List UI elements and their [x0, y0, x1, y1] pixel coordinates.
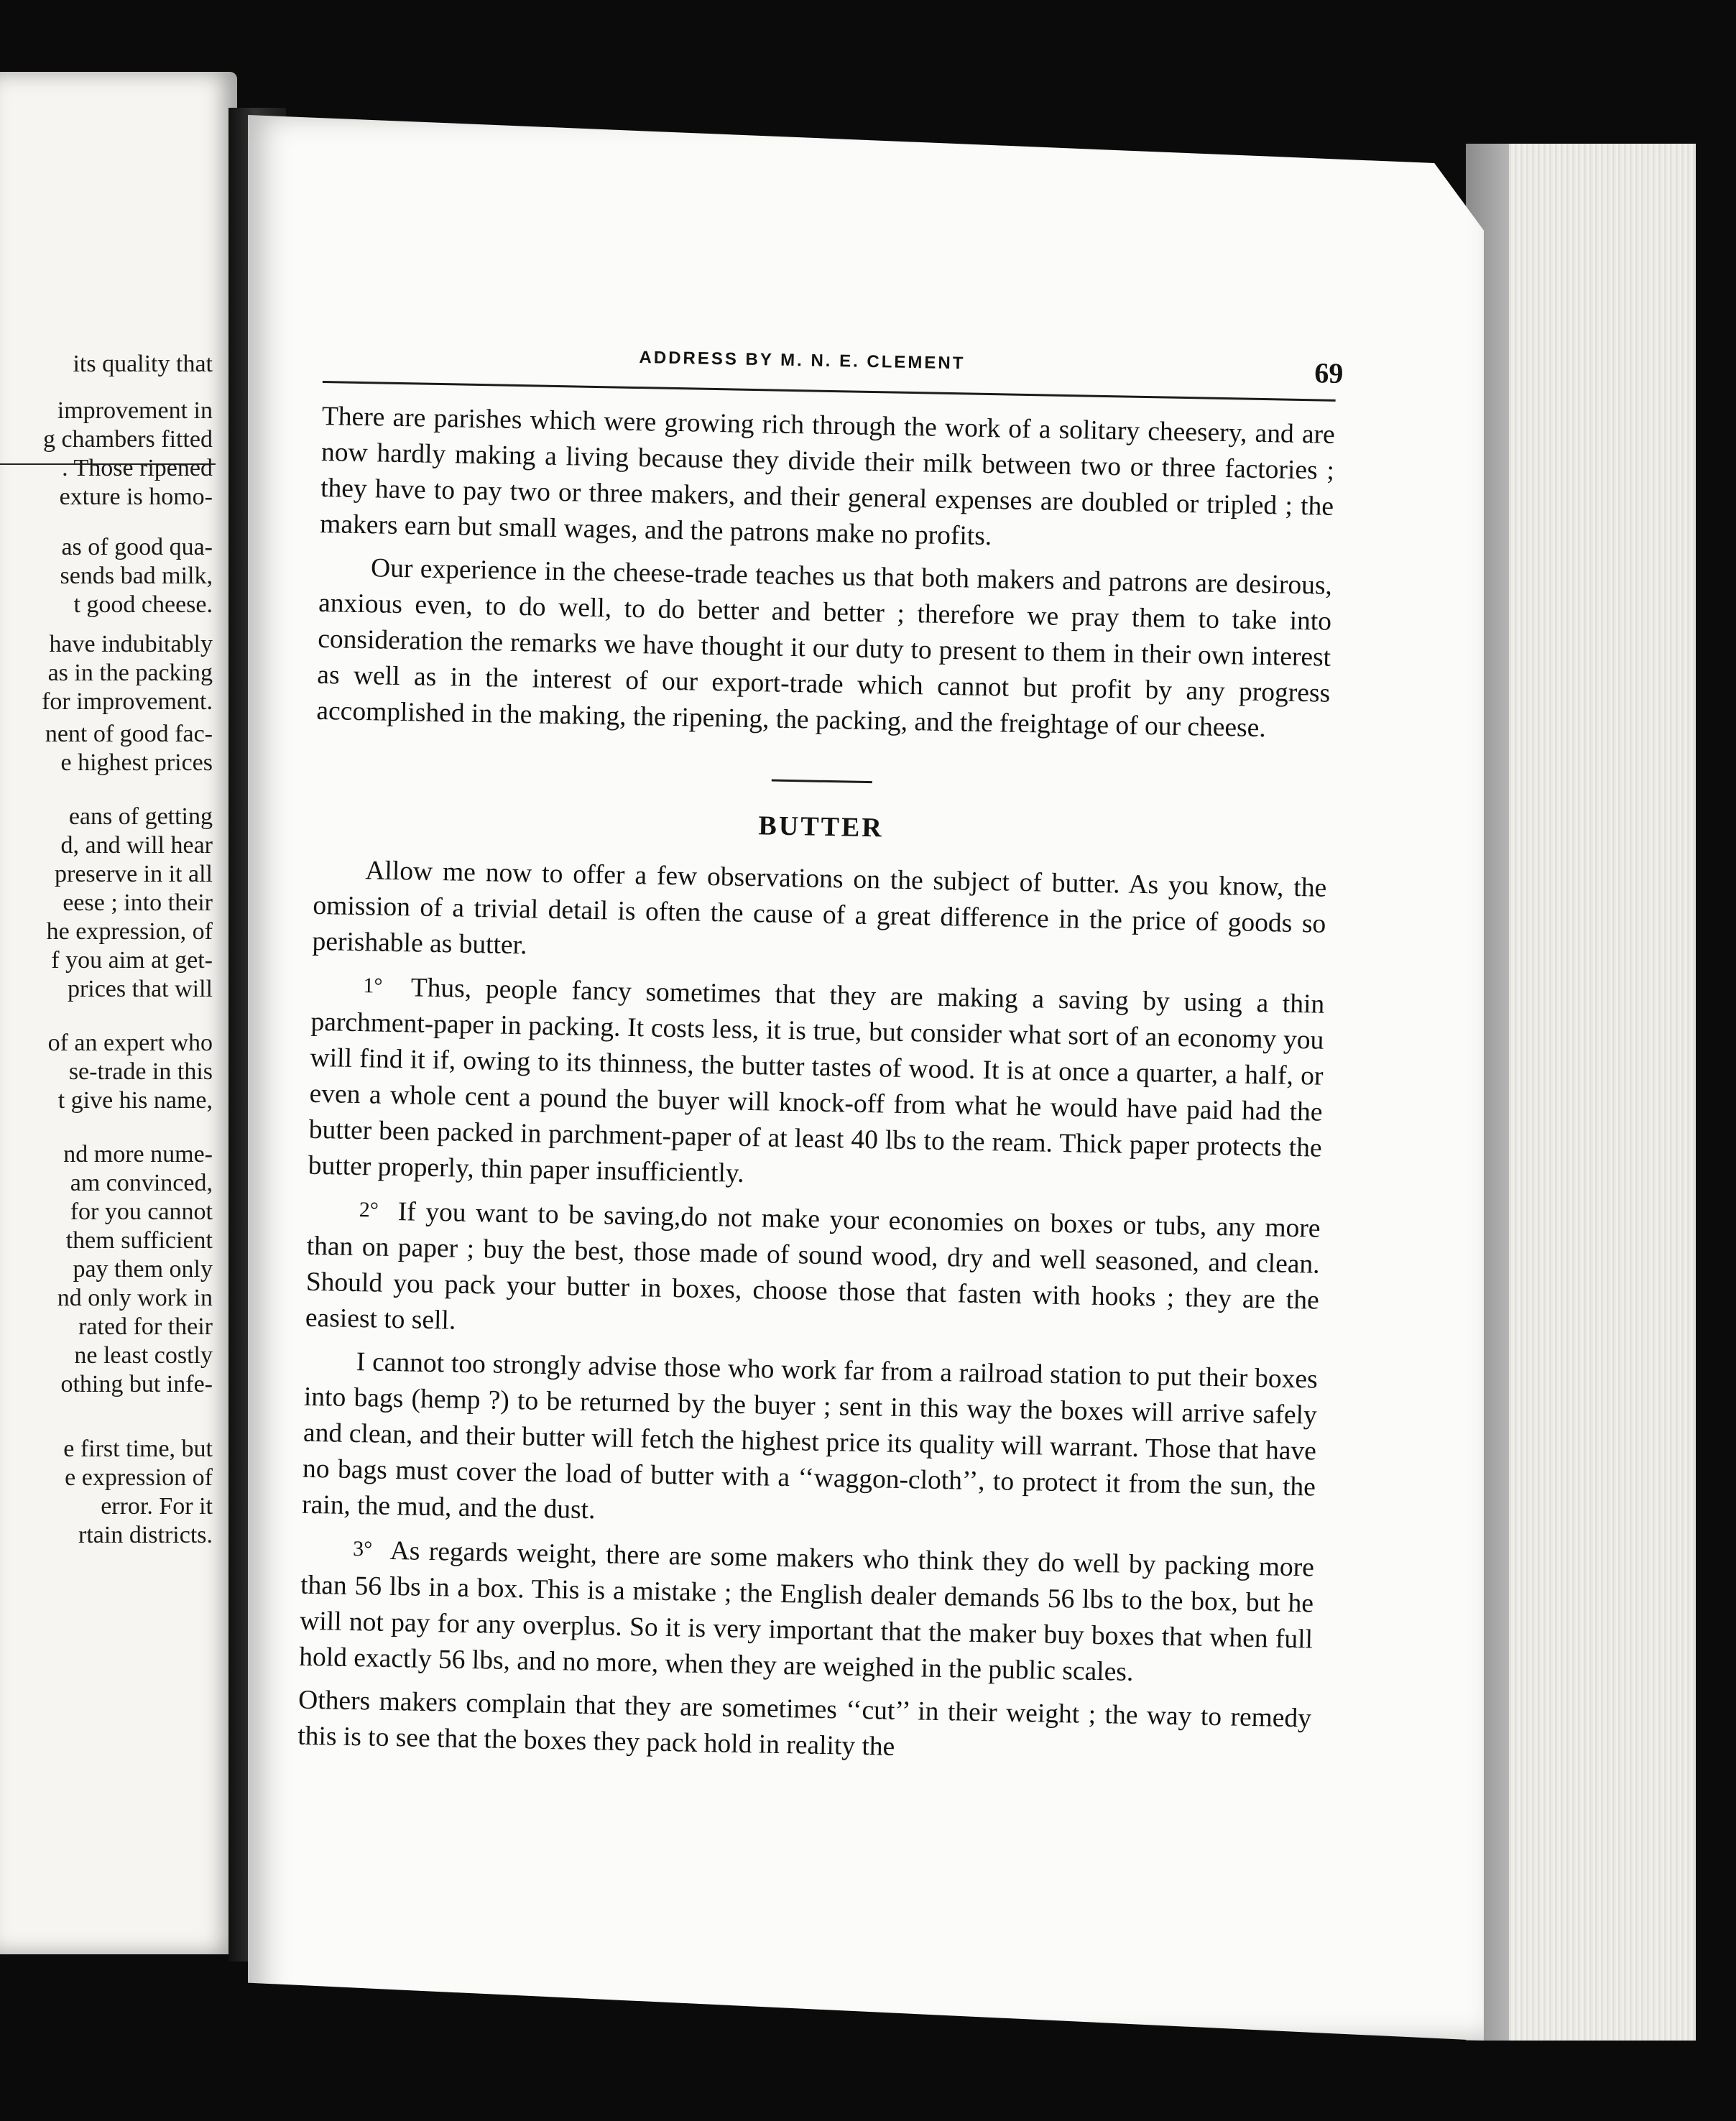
point-number: 3°: [352, 1537, 373, 1561]
left-page-line: g chambers fitted: [42, 426, 213, 453]
left-page-line: as of good qua-: [61, 534, 213, 560]
paragraph-butter-intro: Allow me now to offer a few observations on the subject of butter. As you know, the omission of a trivial detail is often the cause of a great difference in the price of goods so perishable as butter.: [312, 856, 1327, 961]
left-page-line: e highest prices: [60, 749, 213, 776]
point-text: Thus, people fancy sometimes that they are making a saving by using a thin parchment-paper in packing. It costs less, it is true, but consider what sort of an economy you will find it if, owing to its thinness, the butter tastes of wood. It is at once a quarter, a half, or even a whole cent a pound the buyer will knock-off from what he would have paid had the butter been packed in parchment-paper of at least 40 lbs to the ream. Thick paper protects the butter properly, thin paper insufficiently.: [308, 973, 1325, 1188]
left-page-line: improvement in: [57, 397, 213, 424]
left-page-line: for improvement.: [42, 688, 213, 715]
left-page-line: them sufficient: [65, 1227, 213, 1254]
left-page: [0, 72, 237, 1954]
left-page-line: . Those ripened: [62, 455, 213, 481]
left-page-line: prices that will: [67, 976, 213, 1002]
paragraph-point-2: [305, 1191, 1321, 1355]
paragraph-point-3: [299, 1530, 1314, 1694]
point-text: If you want to be saving,do not make your economies on boxes or tubs, any more than on paper ; buy the best, those made of sound wood, dry and well seasoned, and clean. Should you pack your butter in boxes, choose those that fasten with hooks ; they are the easiest to sell.: [305, 1197, 1321, 1336]
section-divider: [772, 780, 872, 784]
point-text: As regards weight, there are some makers who think they do well by packing more than 56 lbs in a box. This is a mistake ; the English dealer demands 56 lbs to the box, but he will not pay for any overplus. So it is very important that the maker buy boxes that when full hold exactly 56 lbs, and no more, when they are weighed in the public scales.: [298, 1535, 1315, 1687]
left-page-line: of an expert who: [47, 1030, 213, 1056]
left-page-line: rtain districts.: [78, 1522, 213, 1548]
left-page-line: se-trade in this: [68, 1058, 213, 1085]
left-page-line: eese ; into their: [63, 889, 213, 916]
paragraph-parishes: There are parishes which were growing rich through the work of a solitary cheesery, and are now hardly making a living because they divide their milk between two or three factories ; they have to pay two or three makers, and their general expenses are doubled or tripled ; the makers earn but small wages, and the patrons make no profits.: [319, 401, 1336, 552]
left-page-line: t give his name,: [57, 1087, 213, 1114]
left-page-line: f you aim at get-: [51, 947, 213, 974]
left-page-line: nd more nume-: [63, 1141, 213, 1168]
running-header-title: ADDRESS BY M. N. E. CLEMENT: [639, 348, 966, 374]
page-number: 69: [1313, 356, 1344, 390]
left-page-line: exture is homo-: [59, 484, 213, 510]
left-page-line: its quality that: [73, 351, 213, 377]
left-page-line: nent of good fac-: [45, 721, 213, 747]
left-page-line: eans of getting: [68, 803, 213, 830]
left-page-line: ne least costly: [74, 1342, 213, 1369]
point-number: 2°: [359, 1198, 379, 1222]
paragraph-weight-cut: Others makers complain that they are sometimes ‘‘cut’’ in their weight ; the way to remedy this is to see that the boxes they pack hold in reality the: [297, 1685, 1312, 1762]
paragraph-experience: Our experience in the cheese-trade teaches us that both makers and patrons are desirous, anxious even, to do well, to do better and better ; therefore we pray them to take into consideration the remarks we have thought it our duty to present to them in their own interest as well as in the interest of our export-trade which cannot but profit by any progress accomplished in the making, the ripening, the packing, and the freightage of our cheese.: [316, 553, 1333, 744]
paragraph-bags-advice: I cannot too strongly advise those who work far from a railroad station to put their boxes into bags (hemp ?) to be returned by the buyer ; sent in this way the boxes will arrive safely and clean, and their butter will fetch the highest price its quality will warrant. Those that have no bags must cover the load of butter with a ‘‘waggon-cloth’’, to protect it from the sun, the rain, the mud, and the dust.: [301, 1347, 1319, 1525]
left-page-line: e first time, but: [63, 1436, 213, 1462]
paragraph-point-1: [308, 967, 1324, 1203]
left-page-line: as in the packing: [47, 660, 213, 686]
left-page-line: have indubitably: [49, 631, 213, 657]
left-page-line: preserve in it all: [55, 861, 213, 887]
left-page-line: he expression, of: [46, 918, 213, 945]
left-page-line: e expression of: [65, 1464, 213, 1491]
left-page-line: othing but infe-: [60, 1371, 213, 1397]
point-number: 1°: [363, 974, 383, 998]
left-page-line: error. For it: [101, 1493, 213, 1520]
page-edges: [1466, 144, 1696, 2041]
left-page-line: rated for their: [78, 1313, 213, 1340]
left-page-line: d, and will hear: [60, 832, 213, 859]
left-page-line: sends bad milk,: [60, 563, 213, 589]
left-page-line: t good cheese.: [73, 591, 213, 618]
left-page-line: for you cannot: [70, 1198, 213, 1225]
section-title: BUTTER: [758, 810, 885, 844]
left-page-line: pay them only: [73, 1256, 213, 1283]
left-page-line: nd only work in: [57, 1285, 213, 1311]
left-page-line: am convinced,: [70, 1170, 213, 1196]
page-text-area: [297, 338, 1344, 1773]
